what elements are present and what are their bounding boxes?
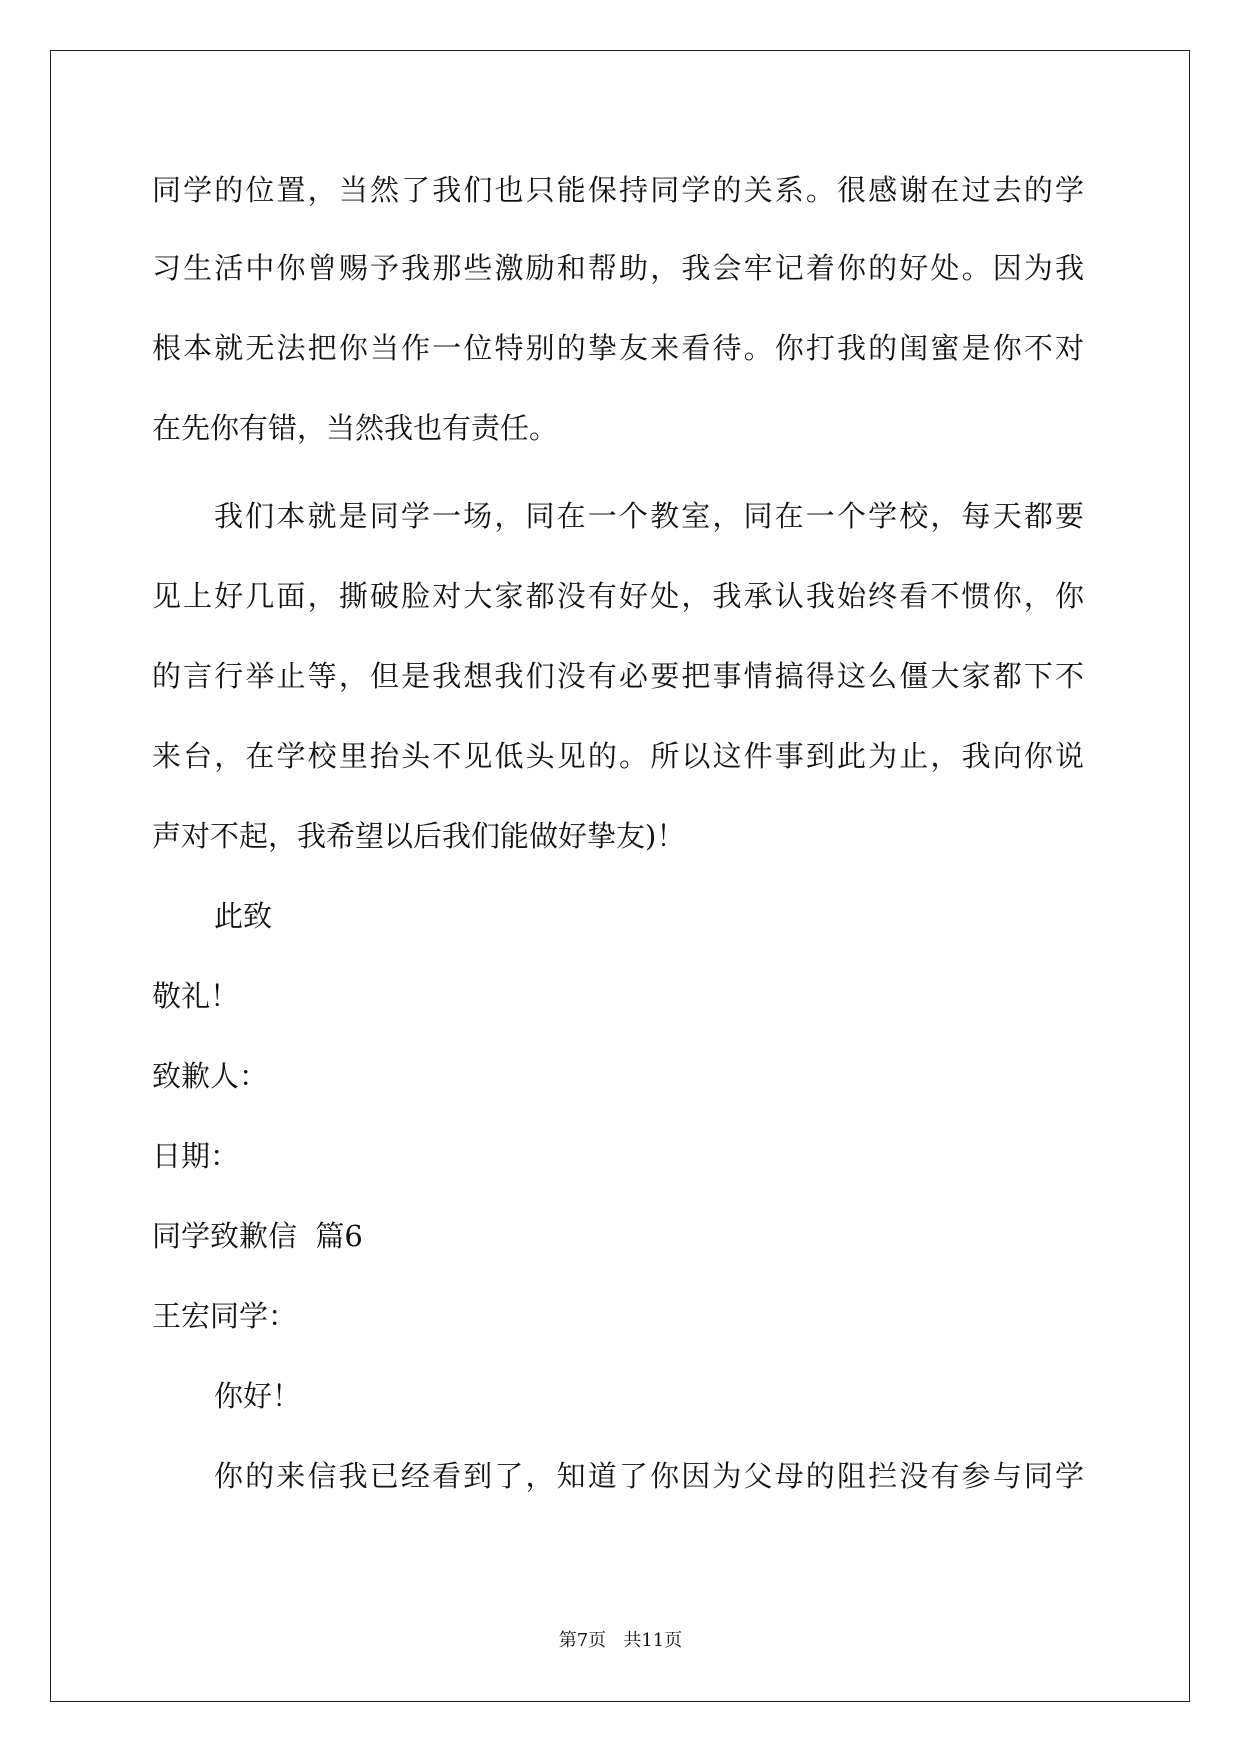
body-text-line: 在先你有错，当然我也有责任。 [152, 411, 559, 445]
body-text-line: 习生活中你曾赐予我那些激励和帮助，我会牢记着你的好处。因为我 [152, 251, 1084, 285]
paragraph-first-line: 你的来信我已经看到了，知道了你因为父母的阻拦没有参与同学 [214, 1459, 1084, 1493]
closing-regards: 敬礼！ [152, 979, 240, 1013]
body-text-line: 见上好几面，撕破脸对大家都没有好处，我承认我始终看不惯你，你 [152, 579, 1084, 613]
greeting: 你好！ [214, 1379, 302, 1413]
page-border [50, 50, 1190, 1702]
letter-recipient: 王宏同学： [152, 1299, 298, 1333]
paragraph-first-line: 我们本就是同学一场，同在一个教室，同在一个学校，每天都要 [214, 499, 1084, 533]
body-text-line: 根本就无法把你当作一位特别的挚友来看待。你打我的闺蜜是你不对 [152, 331, 1084, 365]
body-text-line: 声对不起，我希望以后我们能做好挚友)！ [152, 819, 686, 853]
section-heading: 同学致歉信 篇6 [152, 1219, 363, 1253]
body-text-line: 来台，在学校里抬头不见低头见的。所以这件事到此为止，我向你说 [152, 739, 1084, 773]
closing-salutation: 此致 [214, 899, 273, 933]
date-label: 日期： [152, 1139, 240, 1173]
body-text-line: 同学的位置，当然了我们也只能保持同学的关系。很感谢在过去的学 [152, 173, 1084, 207]
signature-label: 致歉人： [152, 1059, 269, 1093]
body-text-line: 的言行举止等，但是我想我们没有必要把事情搞得这么僵大家都下不 [152, 659, 1084, 693]
page-footer: 第7页 共11页 [558, 1630, 683, 1651]
